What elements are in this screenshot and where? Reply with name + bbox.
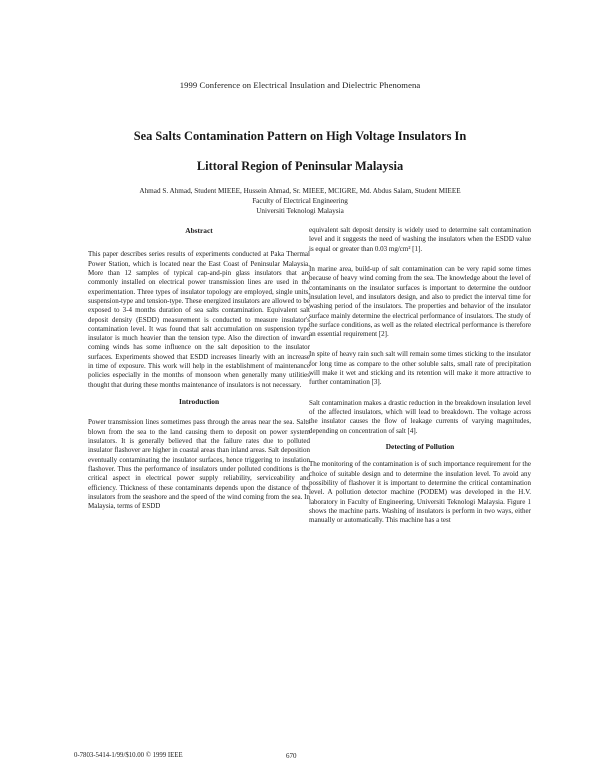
introduction-heading: Introduction — [178, 397, 220, 406]
abstract-heading: Abstract — [185, 226, 213, 235]
paper-title-line-1: Sea Salts Contamination Pattern on High Voltage Insulators In — [133, 129, 467, 143]
right-paragraph-2: In marine area, build-up of salt contamination can be very rapid some times because of heavy wind coming from the sea. The knowledge about the level of contaminants on the insulator surfaces is important to determine the outdoor insulation level, and insulators design, and also to predict the interval time for washing period of the insulators. The properties and behavior of the insulator surface mainly determine the electrical performance of insulators. The study of the surface conditions, as well as the related electrical performance is therefore an essential requirement [2]. — [309, 264, 531, 339]
abstract-text: This paper describes series results of experiments conducted at Paka Thermal Power Station, which is located near the East Coast of Peninsular Malaysia. More than 12 samples of typical cap-and-pin glass insulators that are commonly installed on electrical power transmission lines are used in the experimentation. Three types of insulator topology are employed, single units, suspension-type and tension-type. These energized insulators are allowed to be exposed to 3-4 months duration of sea salts contamination. Equivalent salt deposit density (ESDD) measurement is conducted to measure insulator's contamination level. It was found that salt accumulation on suspension type insulator is much heavier than the tension type. Also the direction of inward coming winds has some influence on the salt deposition to the insulator surfaces. Experiments showed that ESDD increases linearly with an increase in time of exposure. This work will help in the establishment of maintenance policies especially in the months of monsoon when generally many utilities thought that during these months maintenance of insulators is not necessary. — [88, 250, 310, 389]
right-paragraph-4: Salt contamination makes a drastic reduction in the breakdown insulation level of the affected insulators, which will lead to breakdown. The voltage across the insulator causes the flow of leakage currents of varying magnitudes, depending on concentration of salt [4]. — [309, 398, 531, 435]
introduction-text: Power transmission lines sometimes pass through the areas near the sea. Salts blown from the sea to the land causing them to deposit on power system insulators. It is generally believed that the failure rates due to polluted insulator flashover are higher in coastal areas than inland areas. Salt deposition eventually contaminating the insulator surfaces, hence triggering to insulation flashover. Thus the performance of insulators under polluted conditions is the critical aspect in electrical power supply reliability, serviceability and efficiency. Thickness of these contaminants depends upon the distance of the insulators from the seashore and the speed of the wind coming from the sea. In Malaysia, terms of ESDD — [88, 418, 310, 511]
left-column — [88, 226, 310, 511]
right-column — [309, 226, 531, 525]
page-number: 670 — [286, 752, 297, 760]
ieee-copyright-code: 0-7803-5414-1/99/$10.00 © 1999 IEEE — [74, 752, 183, 759]
right-paragraph-3: In spite of heavy rain such salt will remain some times sticking to the insulator for long time as compare to the other soluble salts, small rate of precipitation will make it wet and sticking and its retention will make it more attractive to further contamination [3]. — [309, 350, 531, 387]
paper-title-line-2: Littoral Region of Peninsular Malaysia — [196, 159, 404, 173]
author-university: Universiti Teknologi Malaysia — [256, 207, 344, 215]
author-names: Ahmad S. Ahmad, Student MIEEE, Hussein Ahmad, Sr. MIEEE, MCIGRE, Md. Abdus Salam, Student MIEEE — [139, 187, 461, 195]
detecting-pollution-heading: Detecting of Pollution — [385, 441, 455, 451]
right-paragraph-1: equivalent salt deposit density is widely used to determine salt contamination level and it suggests the need of washing the insulators when the ESDD value is equal or greater than 0.03 mg/cm² [1]. — [309, 226, 531, 253]
author-block — [40, 186, 560, 216]
conference-header: 1999 Conference on Electrical Insulation and Dielectric Phenomena — [179, 80, 421, 90]
right-paragraph-5: The monitoring of the contamination is of such importance requirement for the choice of suitable design and to determine the insulation level. To avoid any possibility of flashover it is important to determine the critical contamination level. A pollution detector machine (PODEM) was developed in the H.V. laboratory in Faculty of Engineering, Universiti Teknologi Malaysia. Figure 1 shows the machine parts. Washing of insulators is perform in two ways, either manually or automatically. This machine has a test — [309, 460, 531, 525]
author-faculty: Faculty of Electrical Engineering — [252, 197, 348, 205]
